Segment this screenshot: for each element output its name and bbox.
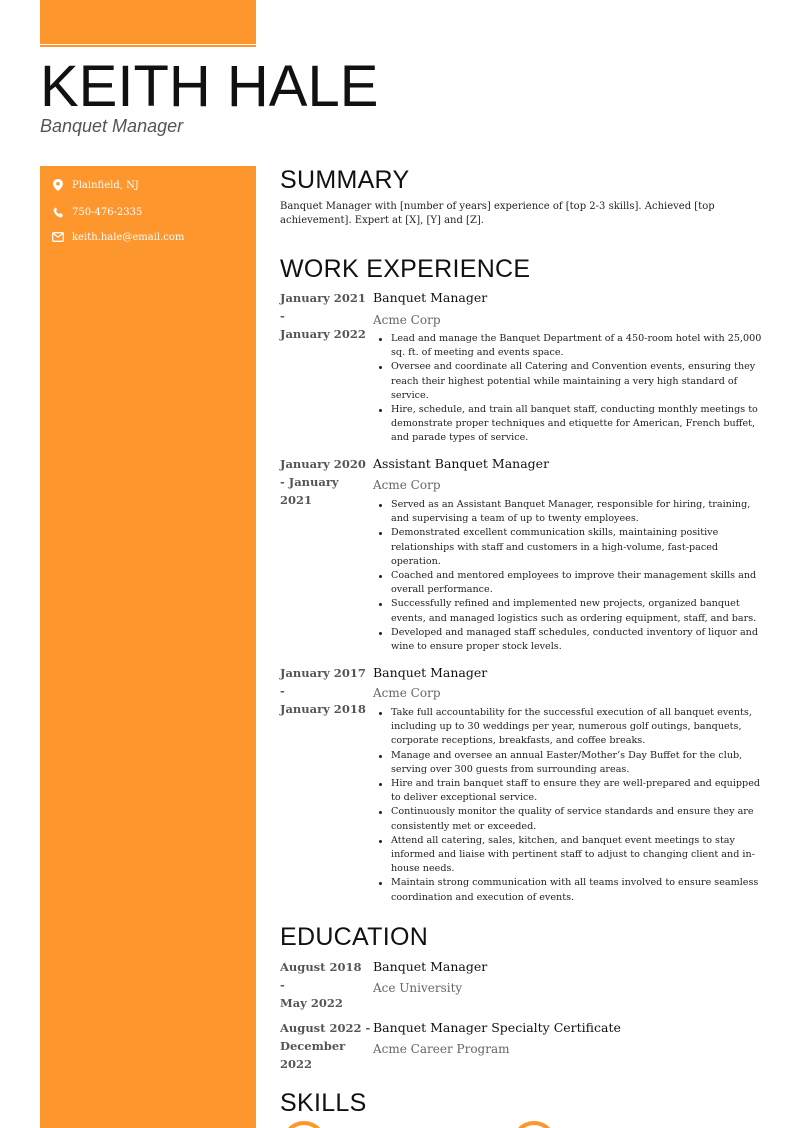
education-date <box>280 1019 375 1073</box>
candidate-role: Banquet Manager <box>40 116 184 136</box>
skill-meter <box>512 1121 556 1128</box>
envelope-icon <box>52 231 64 243</box>
location-pin-icon <box>52 179 64 191</box>
education-title: Banquet Manager Specialty Certificate <box>373 1020 621 1035</box>
phone-icon <box>52 206 64 218</box>
job-bullets <box>391 706 767 905</box>
list-item: Coached and mentored employees to improve their management skills and overall performance. <box>391 569 767 597</box>
list-item: Oversee and coordinate all Catering and Convention events, ensuring they reach their highest potential while maintaining a very high standard of service. <box>391 360 767 403</box>
list-item: Manage and oversee an annual Easter/Mother’s Day Buffet for the club, serving over 300 guests from surrounding areas. <box>391 749 767 777</box>
education-date-start: August 2022 - <box>280 1021 371 1035</box>
job-date <box>280 289 370 343</box>
job-bullets <box>391 332 767 446</box>
list-item: Maintain strong communication with all teams involved to ensure seamless coordination and execution of events. <box>391 876 767 904</box>
job-date-start: January 2021 - <box>280 291 366 323</box>
education-heading: EDUCATION <box>280 923 429 951</box>
education-date-start: August 2018 - <box>280 960 362 992</box>
list-item: Hire and train banquet staff to ensure they are well-prepared and equipped to deliver exceptional service. <box>391 777 767 805</box>
contact-location-text: Plainfield, NJ <box>72 179 139 191</box>
list-item: Served as an Assistant Banquet Manager, responsible for hiring, training, and supervising a team of up to twenty employees. <box>391 498 767 526</box>
job-company: Acme Corp <box>373 313 441 327</box>
list-item: Developed and managed staff schedules, conducted inventory of liquor and wine to ensure proper stock levels. <box>391 626 767 654</box>
education-date-end: May 2022 <box>280 996 343 1010</box>
education-institution: Ace University <box>373 981 463 995</box>
education-date-end: December 2022 <box>280 1039 346 1071</box>
candidate-name: KEITH HALE <box>40 54 379 119</box>
list-item: Hire, schedule, and train all banquet staff, conducting monthly meetings to demonstrate proper techniques and etiquette for American, French buffet, and parade types of service. <box>391 403 767 446</box>
job-bullets <box>391 498 767 654</box>
list-item: Continuously monitor the quality of service standards and ensure they are consistently met or exceeded. <box>391 805 767 833</box>
list-item: Successfully refined and implemented new projects, organized banquet events, and managed logistics such as ordering equipment, staff, and bars. <box>391 597 767 625</box>
contact-email <box>52 231 184 243</box>
contact-location <box>52 179 139 191</box>
job-company: Acme Corp <box>373 478 441 492</box>
header-accent-line <box>40 45 256 47</box>
contact-email-text: keith.hale@email.com <box>72 231 185 243</box>
job-date-end: January 2022 <box>280 327 366 341</box>
job-date-end: - January 2021 <box>280 475 339 507</box>
job-title: Assistant Banquet Manager <box>373 456 550 471</box>
list-item: Take full accountability for the successful execution of all banquet events, including up to 30 weddings per year, numerous golf outings, banquets, corporate receptions, breakfasts, and coffee breaks. <box>391 706 767 749</box>
work-experience-heading: WORK EXPERIENCE <box>280 255 531 283</box>
summary-heading: SUMMARY <box>280 166 410 194</box>
education-date <box>280 958 370 1012</box>
contact-phone-text: 750-476-2335 <box>72 206 143 218</box>
job-date-start: January 2017 - <box>280 666 366 698</box>
list-item: Lead and manage the Banquet Department of a 450-room hotel with 25,000 sq. ft. of meeting and events space. <box>391 332 767 360</box>
list-item: Demonstrated excellent communication skills, maintaining positive relationships with staff and customers in a high-volume, fast-paced operation. <box>391 526 767 569</box>
education-title: Banquet Manager <box>373 959 488 974</box>
education-institution: Acme Career Program <box>373 1042 510 1056</box>
job-title: Banquet Manager <box>373 290 488 305</box>
list-item: Attend all catering, sales, kitchen, and banquet event meetings to stay informed and liaise with pertinent staff to adjust to changing client and in-house needs. <box>391 834 767 877</box>
job-date <box>280 664 370 718</box>
job-company: Acme Corp <box>373 686 441 700</box>
sidebar <box>40 166 256 1128</box>
job-date <box>280 455 370 509</box>
summary-text: Banquet Manager with [number of years] experience of [top 2-3 skills]. Achieved [top achievement]. Expert at [X], [Y] and [Z]. <box>280 201 715 226</box>
job-date-end: January 2018 <box>280 702 366 716</box>
job-title: Banquet Manager <box>373 665 488 680</box>
skills-heading: SKILLS <box>280 1089 367 1117</box>
job-date-start: January 2020 <box>280 457 366 471</box>
contact-phone <box>52 206 142 218</box>
header-accent-bar <box>40 0 256 44</box>
skill-meter <box>282 1121 326 1128</box>
